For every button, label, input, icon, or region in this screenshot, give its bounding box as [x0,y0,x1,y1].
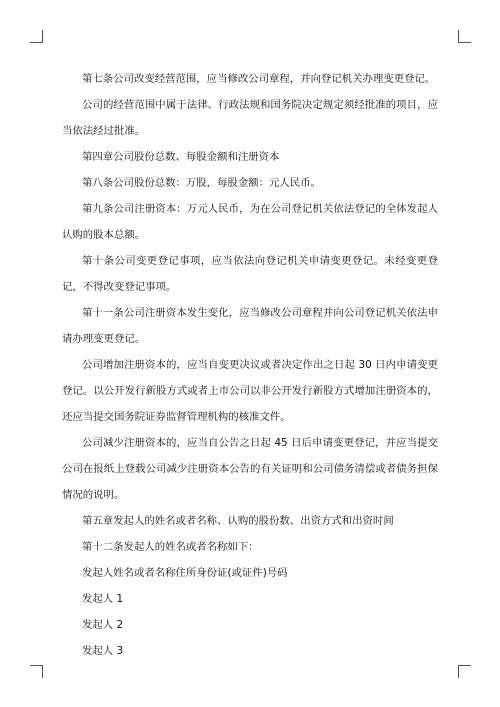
founder-item-2: 发起人 2 [82,619,124,631]
chapter-4-heading: 第四章公司股份总数、每股金额和注册资本 [82,151,280,163]
paragraph-article-12: 第十二条发起人的姓名或者名称如下： [82,541,259,553]
founder-item-3: 发起人 3 [82,645,124,657]
paragraph-capital-increase: 公司增加注册资本的，应当自变更决议或者决定作出之日起 30 日内申请变更登记。以公开发行新股方式或者上市公司以非公开发行新股方式增加注册资本的，还应当提交国务院证券监督管理机构的核准文件。 [62,359,438,423]
crop-mark-top-left [30,30,43,43]
paragraph-capital-decrease: 公司减少注册资本的，应当自公告之日起 45 日后申请变更登记，并应当提交公司在报纸上登载公司减少注册资本公告的有关证明和公司债务清偿或者债务担保情况的说明。 [62,437,438,501]
paragraph-business-scope: 公司的经营范围中属于法律、行政法规和国务院决定规定须经批准的项目，应当依法经过批准。 [62,99,438,137]
crop-mark-bottom-left [30,665,43,678]
crop-mark-bottom-right [458,665,471,678]
crop-mark-top-right [458,30,471,43]
chapter-5-heading: 第五章发起人的姓名或者名称、认购的股份数、出资方式和出资时间 [82,515,394,527]
document-body [62,66,438,664]
paragraph-article-10: 第十条公司变更登记事项，应当依法向登记机关申请变更登记。未经变更登记，不得改变登记事项。 [62,255,438,293]
paragraph-article-11: 第十一条公司注册资本发生变化，应当修改公司章程并向公司登记机关依法申请办理变更登记。 [62,307,438,345]
founder-table-header: 发起人姓名或者名称住所身份证(或证件)号码 [82,567,288,579]
founder-item-1: 发起人 1 [82,593,124,605]
paragraph-article-9: 第九条公司注册资本：万元人民币，为在公司登记机关依法登记的全体发起人认购的股本总额。 [62,203,438,241]
paragraph-article-8: 第八条公司股份总数：万股，每股金额：元人民币。 [82,177,321,189]
paragraph-article-7: 第七条公司改变经营范围，应当修改公司章程，并向登记机关办理变更登记。 [82,73,436,85]
